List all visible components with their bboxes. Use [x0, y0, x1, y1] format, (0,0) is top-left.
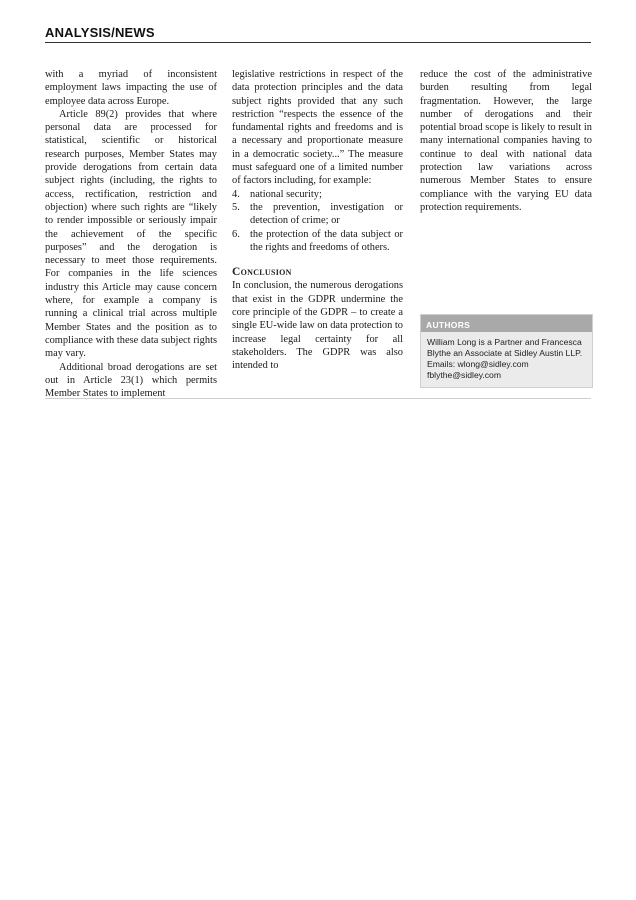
authors-email-2: fblythe@sidley.com: [427, 370, 501, 380]
factor-item: 6. the protection of the data subject or the rights and freedoms of others.: [232, 228, 403, 253]
conclusion-heading: Conclusion: [232, 266, 292, 279]
bottom-divider: [45, 398, 591, 399]
factors-list: [232, 188, 403, 254]
authors-text: [421, 332, 592, 381]
authors-box: [420, 314, 593, 388]
column2-paragraph-1: legislative restrictions in respect of the data protection principles and the data subject rights provided that any such restriction “respects the essence of the fundamental rights and freedoms and is a necessary and proportionate measure in a democratic society...” The measure must safeguard one of a limited number of factors including, for example:: [232, 69, 403, 187]
column1-paragraph-1: with a myriad of inconsistent employment laws impacting the use of employee data across Europe.: [45, 69, 217, 107]
authors-title: AUTHORS: [421, 315, 592, 332]
section-label: ANALYSIS/NEWS: [45, 25, 155, 40]
column3-paragraph-1: reduce the cost of the administrative burden resulting from legal fragmentation. However, the large number of derogations and their potential broad scope is likely to result in many international companies having to continue to deal with national data protection law variations across numerous Member States to ensure compliance with the varying EU data protection requirements.: [420, 69, 592, 213]
section-header: [45, 22, 591, 43]
column1-paragraph-2: Article 89(2) provides that where personal data are processed for statistical, scientific or historical research purposes, Member States may provide derogations from certain data subject rights (including, the rights to access, rectification, restriction and objection) where such rights are “likely to render impossible or seriously impair the achievement of the specific purposes” and the derogation is necessary to meet those requirements. For companies in the life sciences industry this Article may cause concern where, for example a company is running a clinical trial across multiple Member States and the position as to compliance with these data subject rights may vary.: [45, 108, 217, 360]
conclusion-paragraph: In conclusion, the numerous derogations that exist in the GDPR undermine the core principle of the GDPR – to create a single EU-wide law on data protection to increase legal certainty for all stakeholders. The GDPR was also intended to: [232, 280, 403, 372]
authors-bio: William Long is a Partner and Francesca Blythe an Associate at Sidley Austin LLP.: [427, 337, 583, 358]
factor-item: 5. the prevention, investigation or detection of crime; or: [232, 201, 403, 227]
article-column-1: [45, 68, 217, 400]
column1-paragraph-3: Additional broad derogations are set out in Article 23(1) which permits Member States to implement: [45, 361, 217, 400]
authors-email-1: Emails: wlong@sidley.com: [427, 359, 529, 369]
article-column-3: [420, 68, 592, 214]
article-column-2: [232, 68, 403, 373]
factor-item: 4. national security;: [232, 188, 322, 200]
